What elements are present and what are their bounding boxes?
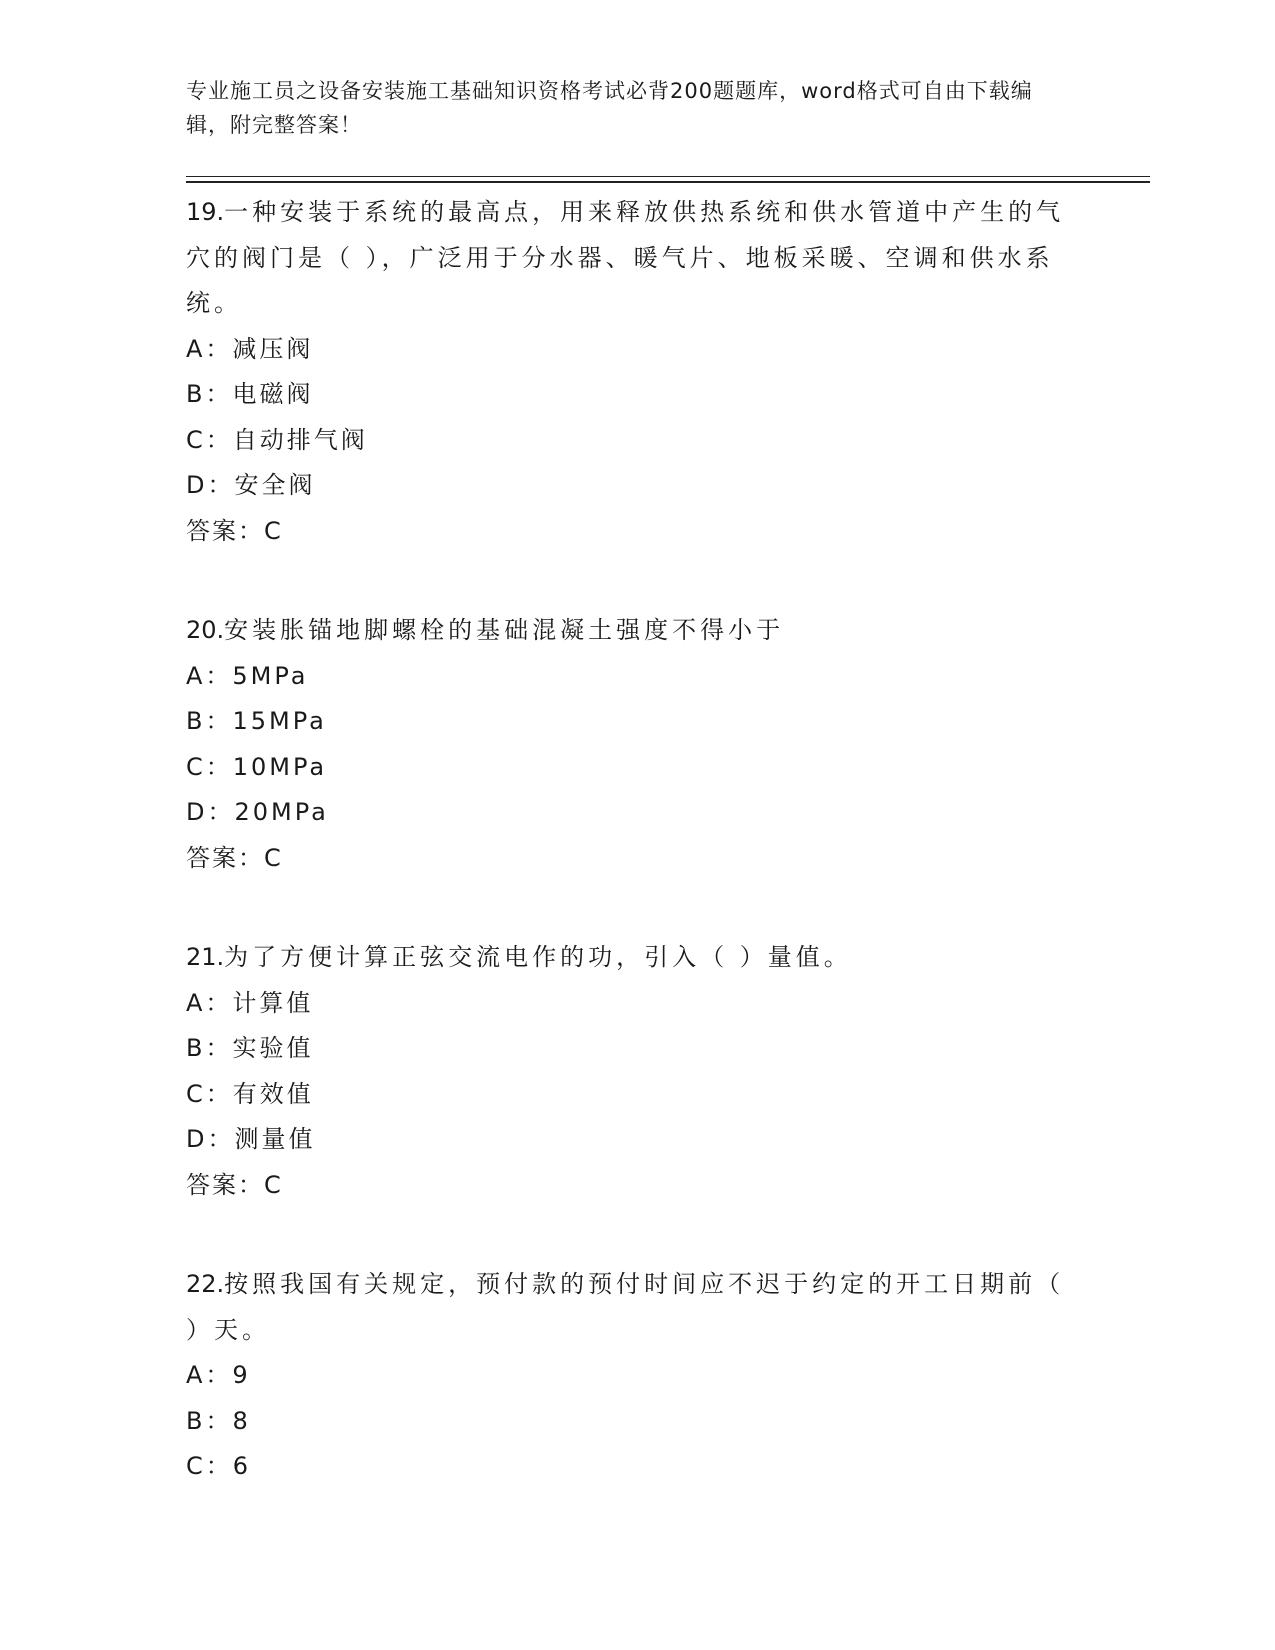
answer-value: C [264,516,283,545]
option-d: D：20MPa [186,798,329,826]
option-a: A：9 [186,1361,251,1389]
option-b: B：电磁阀 [186,380,314,408]
option-d: D：安全阀 [186,471,316,499]
question-21 [186,935,1066,1208]
answer-line [186,836,1066,882]
answer-line [186,509,1066,555]
header-divider-thin [186,176,1150,177]
question-number: 20. [186,616,225,644]
answer-label: 答案： [186,843,264,872]
option-a: A：5MPa [186,661,309,690]
question-text [186,190,1066,327]
question-number: 19. [186,198,225,226]
option-a: A：减压阀 [186,334,314,363]
header-divider-thick [186,181,1150,183]
option-c: C：有效值 [186,1079,314,1108]
answer-label: 答案： [186,516,264,545]
option-a: A：计算值 [186,988,314,1017]
answer-value: C [264,843,283,872]
question-22 [186,1262,1066,1490]
question-text [186,608,1066,654]
question-20 [186,608,1066,881]
question-body: 安装胀锚地脚螺栓的基础混凝土强度不得小于 [224,616,785,644]
option-b: B：8 [186,1406,251,1435]
question-number: 21. [186,943,225,971]
question-text [186,935,1066,981]
option-c: C：10MPa [186,752,328,781]
option-b: B：15MPa [186,707,327,735]
option-d: D：测量值 [186,1125,316,1153]
answer-label: 答案： [186,1170,264,1199]
question-body: 一种安装于系统的最高点，用来释放供热系统和供水管道中产生的气穴的阀门是（ ），广泛用于分水器、暖气片、地板采暖、空调和供水系统。 [186,198,1065,317]
option-c: C：自动排气阀 [186,425,368,454]
question-text [186,1262,1066,1353]
option-c: C：6 [186,1452,252,1480]
question-19 [186,190,1066,554]
question-body: 按照我国有关规定，预付款的预付时间应不迟于约定的开工日期前（ ）天。 [186,1270,1065,1344]
page-header-title: 专业施工员之设备安装施工基础知识资格考试必背200题题库，word格式可自由下载编辑，附完整答案！ [186,79,1033,137]
question-number: 22. [186,1270,225,1298]
answer-line [186,1163,1066,1209]
answer-value: C [264,1170,283,1199]
option-b: B：实验值 [186,1034,314,1062]
question-body: 为了方便计算正弦交流电作的功，引入（ ）量值。 [224,943,852,971]
question-list [186,190,1066,1490]
